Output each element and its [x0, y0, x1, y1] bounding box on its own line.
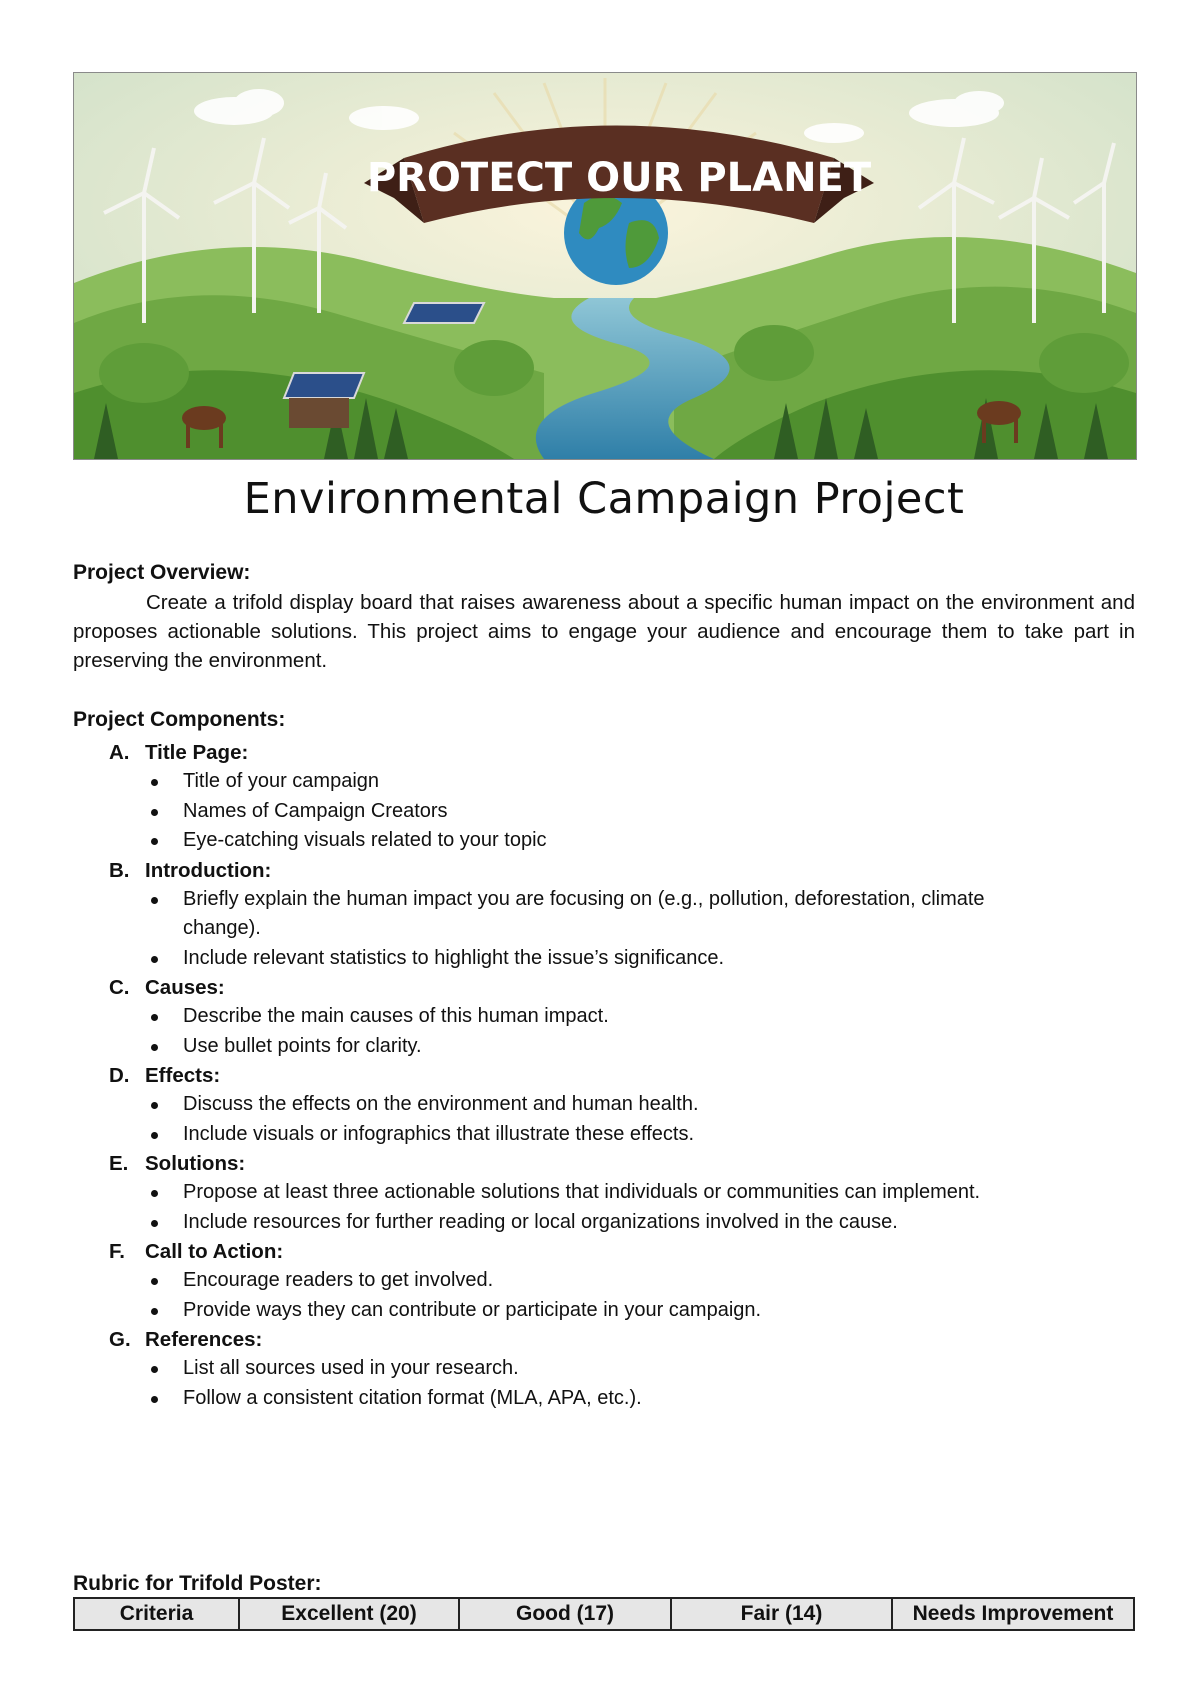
bullet-item: Use bullet points for clarity. — [73, 1032, 1135, 1062]
rubric-col-excellent: Excellent (20) — [239, 1598, 459, 1630]
component-title: Introduction: — [145, 858, 272, 882]
banner-ribbon-text: PROTECT OUR PLANET — [366, 155, 872, 201]
component-letter: E. — [109, 1152, 129, 1175]
component-title: Call to Action: — [145, 1240, 284, 1263]
component-letter: F. — [109, 1240, 125, 1263]
components-heading: Project Components: — [73, 708, 286, 731]
campaign-banner-image — [73, 72, 1137, 460]
bullet-icon — [151, 1044, 158, 1051]
bullet-icon — [151, 1308, 158, 1315]
component-letter: A. — [109, 741, 130, 764]
bullet-icon — [151, 1132, 158, 1139]
bullet-icon — [151, 838, 158, 845]
bullet-icon — [151, 1396, 158, 1403]
rubric-col-fair: Fair (14) — [671, 1598, 892, 1630]
bullet-icon — [151, 1366, 158, 1373]
component-solutions — [73, 1149, 1135, 1237]
component-letter: C. — [109, 976, 130, 999]
component-letter: B. — [109, 858, 130, 882]
bullet-icon — [151, 1220, 158, 1227]
rubric-col-good: Good (17) — [459, 1598, 671, 1630]
bullet-item: Propose at least three actionable solutions that individuals or communities can implement. — [73, 1178, 1135, 1208]
bullet-item: Discuss the effects on the environment and human health. — [73, 1090, 1135, 1120]
overview-heading: Project Overview: — [73, 561, 251, 584]
rubric-col-criteria: Criteria — [74, 1598, 239, 1630]
bullet-icon — [151, 1014, 158, 1021]
component-title-page — [73, 738, 1135, 856]
component-effects — [73, 1061, 1135, 1149]
bullet-icon — [151, 779, 158, 786]
bullet-item: List all sources used in your research. — [73, 1354, 1135, 1384]
bullet-icon — [151, 897, 158, 904]
rubric-table — [73, 1597, 1135, 1631]
bullet-icon — [151, 1190, 158, 1197]
component-references — [73, 1325, 1135, 1413]
component-title: Solutions: — [145, 1152, 246, 1175]
bullet-icon — [151, 956, 158, 963]
overview-paragraph: Create a trifold display board that raises awareness about a specific human impact on the environment and proposes actionable solutions. This project aims to engage your audience and encourage them to take part in preserving the environment. — [73, 591, 1135, 672]
bullet-item: Include relevant statistics to highlight the issue’s significance. — [73, 944, 1135, 974]
component-title: Title Page: — [145, 741, 249, 764]
component-title: Effects: — [145, 1064, 221, 1087]
bullet-icon — [151, 1102, 158, 1109]
component-title: References: — [145, 1328, 263, 1351]
bullet-item: Title of your campaign — [73, 767, 1135, 797]
bullet-item: Encourage readers to get involved. — [73, 1266, 1135, 1296]
component-letter: G. — [109, 1328, 131, 1351]
bullet-item: Provide ways they can contribute or participate in your campaign. — [73, 1296, 1135, 1326]
bullet-item: Names of Campaign Creators — [73, 797, 1135, 827]
bullet-item: Eye-catching visuals related to your topic — [73, 826, 1135, 856]
bullet-item: Describe the main causes of this human impact. — [73, 1002, 1135, 1032]
component-title: Causes: — [145, 976, 225, 999]
bullet-icon — [151, 809, 158, 816]
component-causes — [73, 973, 1135, 1061]
rubric-heading: Rubric for Trifold Poster: — [73, 1572, 322, 1595]
bullet-item: Briefly explain the human impact you are focusing on (e.g., pollution, deforestation, climate change). — [73, 885, 1135, 944]
component-letter: D. — [109, 1064, 130, 1087]
rubric-header-row — [74, 1598, 1134, 1630]
bullet-item: Follow a consistent citation format (MLA, APA, etc.). — [73, 1384, 1135, 1414]
components-list — [73, 738, 1135, 1413]
component-introduction — [73, 856, 1135, 974]
component-call-to-action — [73, 1237, 1135, 1325]
bullet-item: Include resources for further reading or local organizations involved in the cause. — [73, 1208, 1135, 1238]
rubric-col-needs-improvement: Needs Improvement — [892, 1598, 1134, 1630]
document-title: Environmental Campaign Project — [243, 474, 965, 524]
bullet-icon — [151, 1278, 158, 1285]
landscape-illustration — [74, 73, 1136, 459]
bullet-item: Include visuals or infographics that illustrate these effects. — [73, 1120, 1135, 1150]
